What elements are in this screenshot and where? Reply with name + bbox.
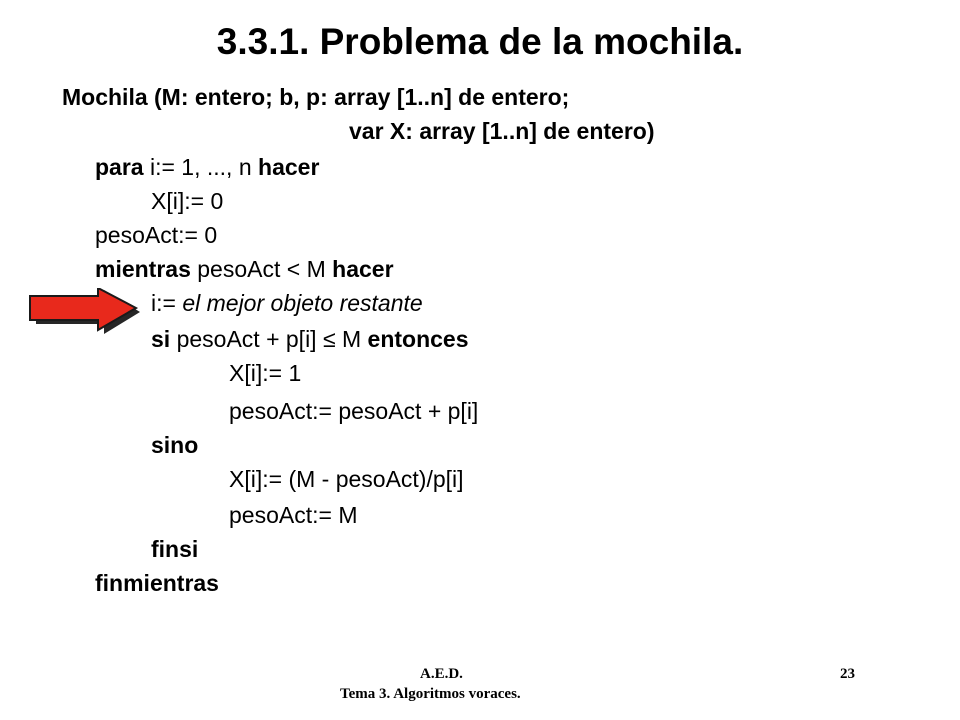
keyword-para: para [95, 154, 144, 180]
keyword-finmientras: finmientras [95, 570, 219, 596]
footer-course: A.E.D. [420, 666, 463, 682]
slide-title: 3.3.1. Problema de la mochila. [216, 21, 744, 62]
code-line-xi-frac: X[i]:= (M - pesoAct)/p[i] [229, 466, 464, 492]
code-text: pesoAct < M [190, 256, 333, 282]
signature-line-2: var X: array [1..n] de entero) [349, 118, 655, 144]
footer-page-number: 23 [840, 666, 855, 682]
code-line-peso-m: pesoAct:= M [229, 502, 358, 528]
code-line-finsi [151, 532, 198, 566]
code-line-si [151, 322, 469, 356]
keyword-sino: sino [151, 432, 199, 458]
code-text: i:= [151, 290, 183, 316]
code-text: pesoAct + p[i] ≤ M [170, 326, 368, 352]
code-line-xi-one: X[i]:= 1 [229, 360, 302, 386]
code-line-peso-add: pesoAct:= pesoAct + p[i] [229, 398, 479, 424]
keyword-finsi: finsi [151, 536, 199, 562]
code-line-xi-zero: X[i]:= 0 [151, 188, 224, 214]
keyword-hacer: hacer [332, 256, 394, 282]
keyword-si: si [151, 326, 171, 352]
code-line-peso-init: pesoAct:= 0 [95, 222, 218, 248]
keyword-mientras: mientras [95, 256, 191, 282]
code-line-mientras [95, 252, 394, 286]
code-line-finmientras [95, 566, 219, 600]
code-line-select [151, 286, 423, 320]
right-arrow-icon [28, 288, 146, 334]
keyword-hacer: hacer [258, 154, 320, 180]
signature-line-1: Mochila (M: entero; b, p: array [1..n] de entero; [62, 84, 570, 110]
code-italic-text: el mejor objeto restante [182, 290, 423, 316]
code-line-sino [151, 428, 198, 462]
keyword-entonces: entonces [367, 326, 469, 352]
code-text: i:= 1, ..., n [143, 154, 259, 180]
code-line-para [95, 150, 319, 184]
footer-topic: Tema 3. Algoritmos voraces. [340, 686, 521, 702]
